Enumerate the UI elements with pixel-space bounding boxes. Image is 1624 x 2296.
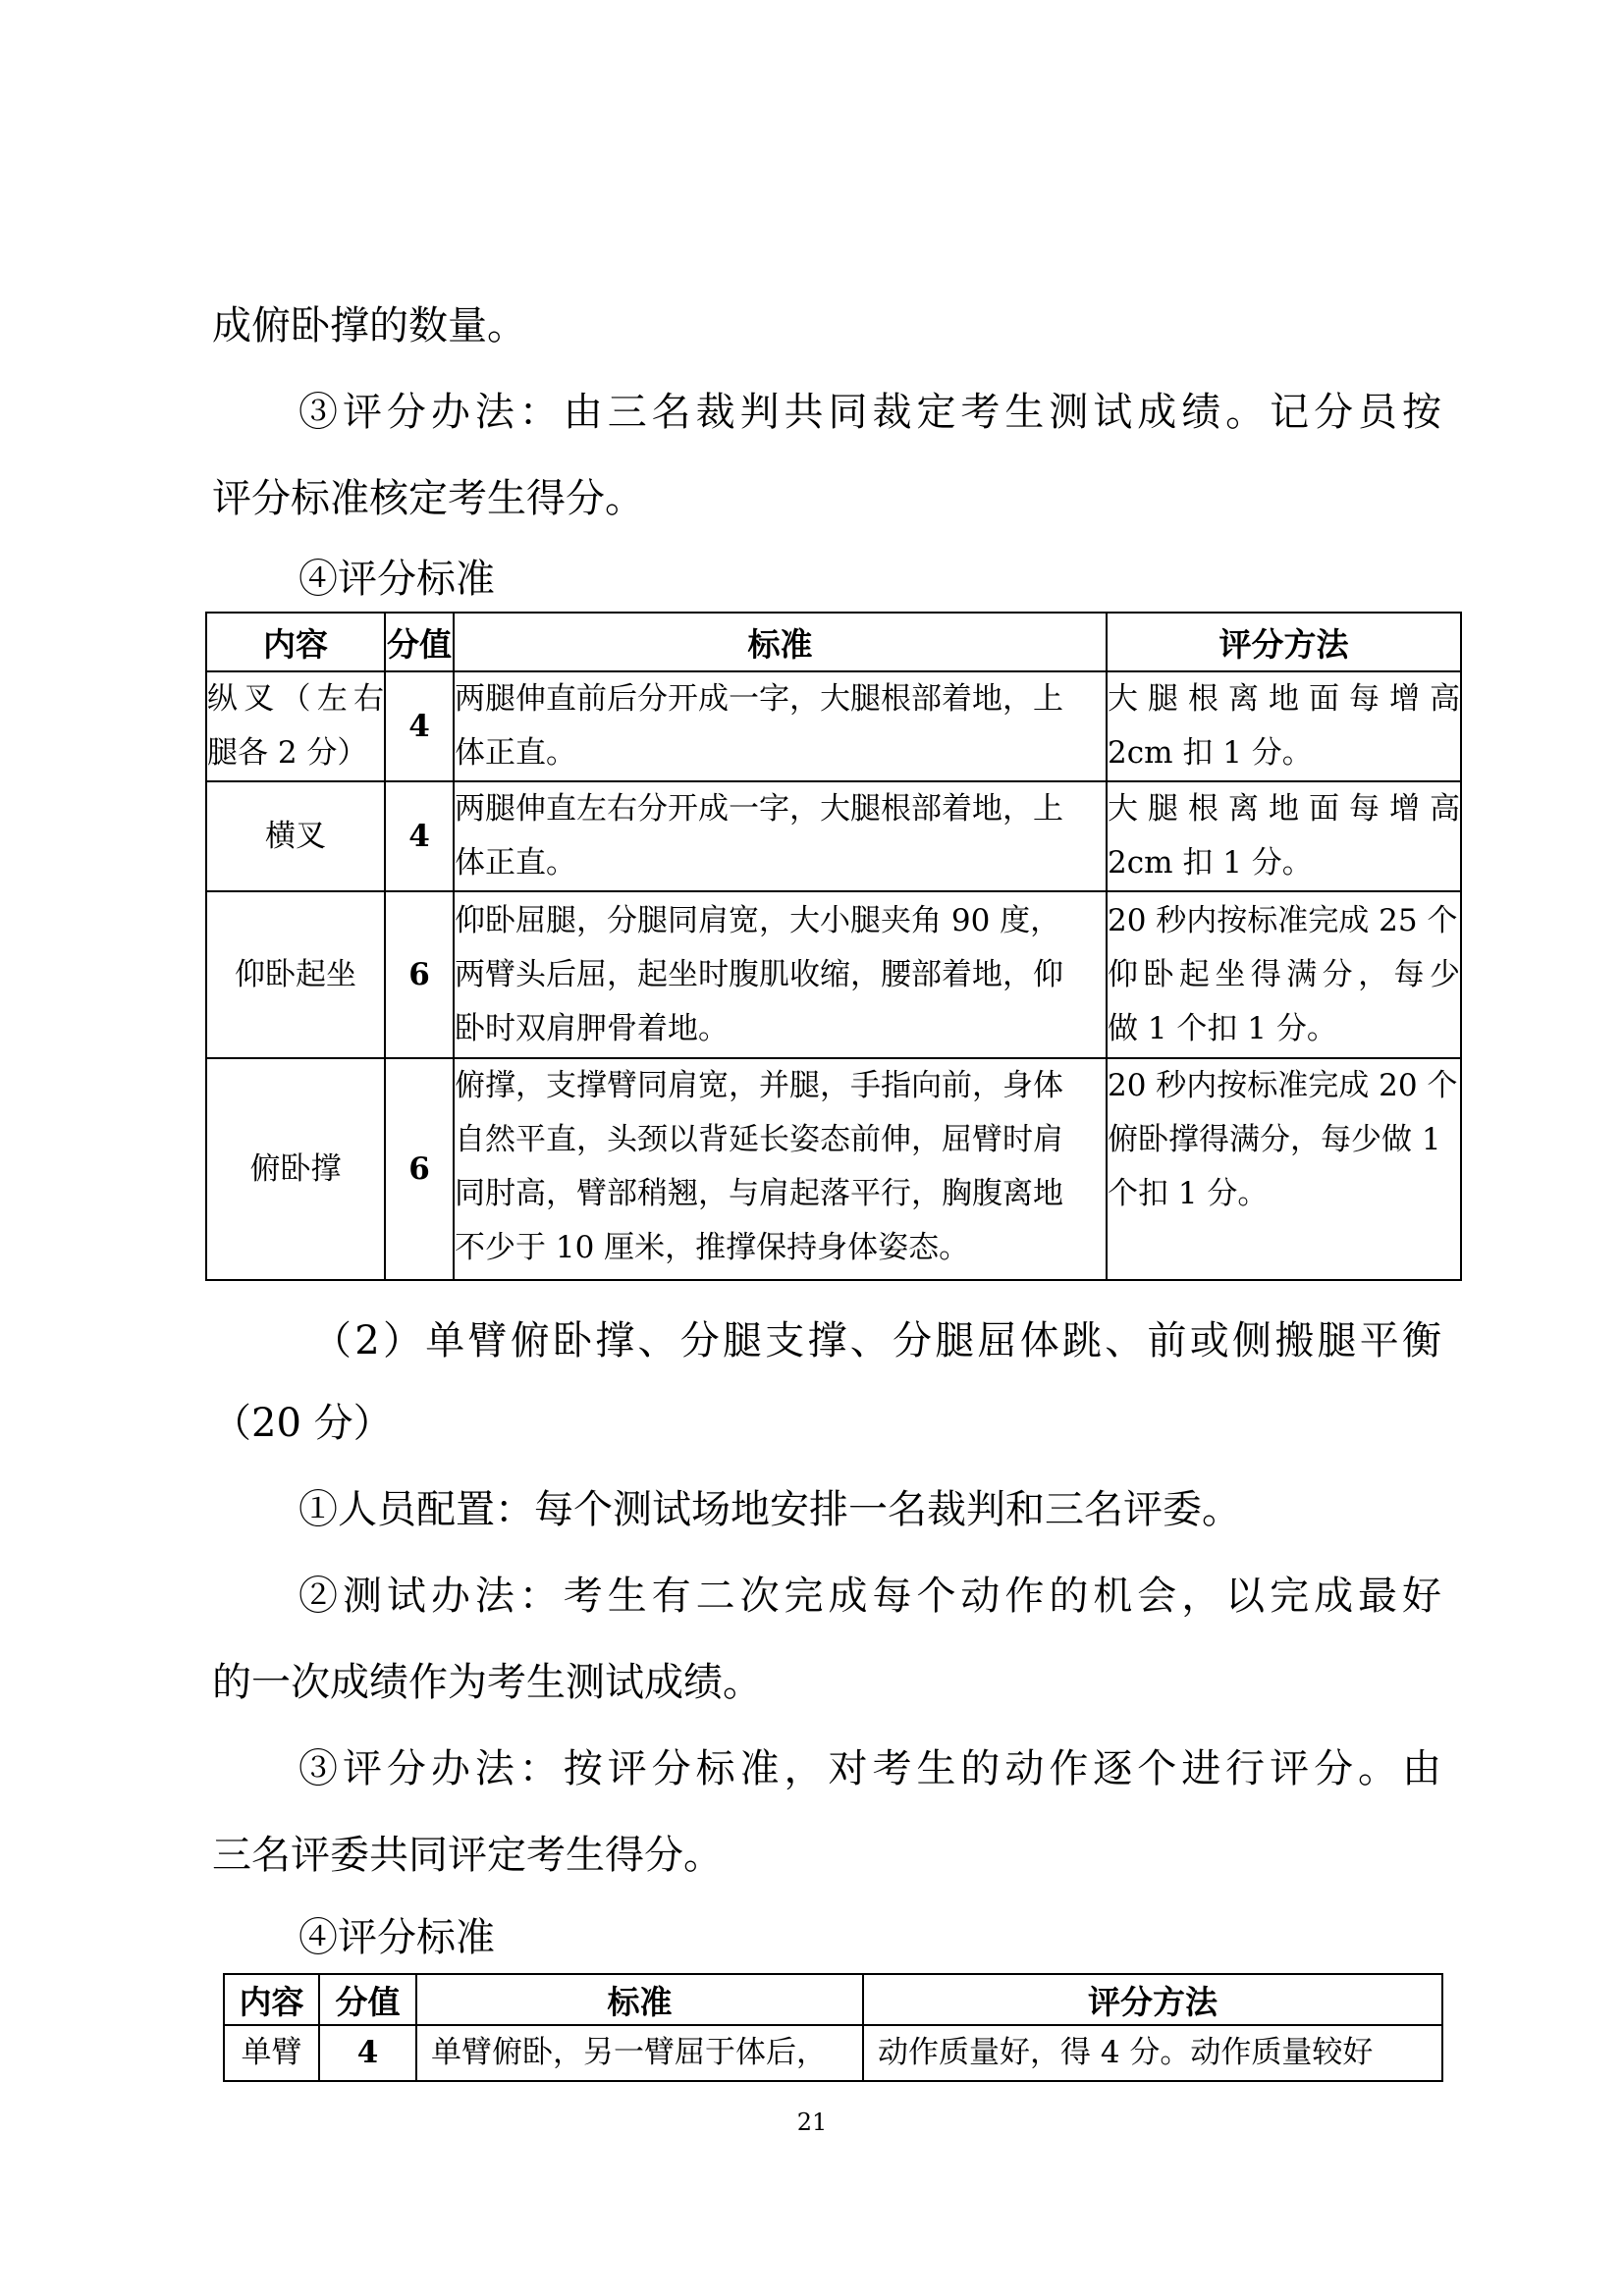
row-method: 大腿根离地面每增高 2cm 扣 1 分。 (1107, 671, 1461, 781)
test-method-line1: ②测试办法：考生有二次完成每个动作的机会，以完成最好 (298, 1574, 1441, 1619)
row-standard: 仰卧屈腿，分腿同肩宽，大小腿夹角 90 度， 两臂头后屈，起坐时腹肌收缩，腰部着地，仰 卧时双肩胛骨着地。 (454, 891, 1107, 1058)
header-method: 评分方法 (863, 1974, 1442, 2025)
section-2-heading-line1: （2）单臂俯卧撑、分腿支撑、分腿屈体跳、前或侧搬腿平衡 (312, 1318, 1441, 1363)
table-header-row (224, 1974, 1442, 2025)
table-row (206, 891, 1461, 1058)
row-score: 4 (385, 671, 454, 781)
page-number: 21 (796, 2109, 828, 2136)
row-method: 20 秒内按标准完成 25 个 仰卧起坐得满分，每少 做 1 个扣 1 分。 (1107, 891, 1461, 1058)
scoring-method-line1: ③评分办法：由三名裁判共同裁定考生测试成绩。记分员按 (298, 390, 1441, 435)
scoring-table-2 (223, 1973, 1443, 2082)
row-standard: 俯撑，支撑臂同肩宽，并腿，手指向前，身体 自然平直，头颈以背延长姿态前伸，屈臂时肩 同肘高，臂部稍翘，与肩起落平行，胸腹离地 不少于 10 厘米，推撑保持身体姿态。 (454, 1058, 1107, 1280)
section-2-heading-line2: （20 分） (212, 1401, 393, 1446)
scoring-method-2-line2: 三名评委共同评定考生得分。 (212, 1833, 723, 1878)
staffing-paragraph: ①人员配置：每个测试场地安排一名裁判和三名评委。 (298, 1487, 1241, 1532)
row-content: 仰卧起坐 (206, 891, 385, 1058)
table-row (224, 2025, 1442, 2081)
scoring-table-1 (205, 612, 1462, 1281)
row-standard: 两腿伸直左右分开成一字，大腿根部着地，上 体正直。 (454, 781, 1107, 891)
table-row (206, 671, 1461, 781)
header-score: 分值 (385, 613, 454, 671)
row-content: 横叉 (206, 781, 385, 891)
row-score: 4 (385, 781, 454, 891)
row-method: 大腿根离地面每增高 2cm 扣 1 分。 (1107, 781, 1461, 891)
scoring-method-line2: 评分标准核定考生得分。 (212, 476, 644, 521)
table-row (206, 1058, 1461, 1280)
row-content: 单臂 (224, 2025, 319, 2081)
row-score: 6 (385, 891, 454, 1058)
table-row (206, 781, 1461, 891)
scoring-method-2-line1: ③评分办法：按评分标准，对考生的动作逐个进行评分。由 (298, 1746, 1441, 1791)
row-method: 动作质量好，得 4 分。动作质量较好 (863, 2025, 1442, 2081)
row-standard: 两腿伸直前后分开成一字，大腿根部着地，上 体正直。 (454, 671, 1107, 781)
row-standard: 单臂俯卧，另一臂屈于体后， (416, 2025, 863, 2081)
header-standard: 标准 (454, 613, 1107, 671)
paragraph-continuation: 成俯卧撑的数量。 (212, 303, 526, 348)
table-header-row (206, 613, 1461, 671)
row-content: 纵叉（左右 腿各 2 分） (206, 671, 385, 781)
header-standard: 标准 (416, 1974, 863, 2025)
header-method: 评分方法 (1107, 613, 1461, 671)
row-method: 20 秒内按标准完成 20 个 俯卧撑得满分，每少做 1 个扣 1 分。 (1107, 1058, 1461, 1280)
scoring-standard-heading-1: ④评分标准 (298, 557, 495, 602)
header-content: 内容 (206, 613, 385, 671)
scoring-standard-heading-2: ④评分标准 (298, 1915, 495, 1960)
row-score: 4 (319, 2025, 416, 2081)
row-content: 俯卧撑 (206, 1058, 385, 1280)
header-score: 分值 (319, 1974, 416, 2025)
test-method-line2: 的一次成绩作为考生测试成绩。 (212, 1660, 762, 1705)
row-score: 6 (385, 1058, 454, 1280)
header-content: 内容 (224, 1974, 319, 2025)
